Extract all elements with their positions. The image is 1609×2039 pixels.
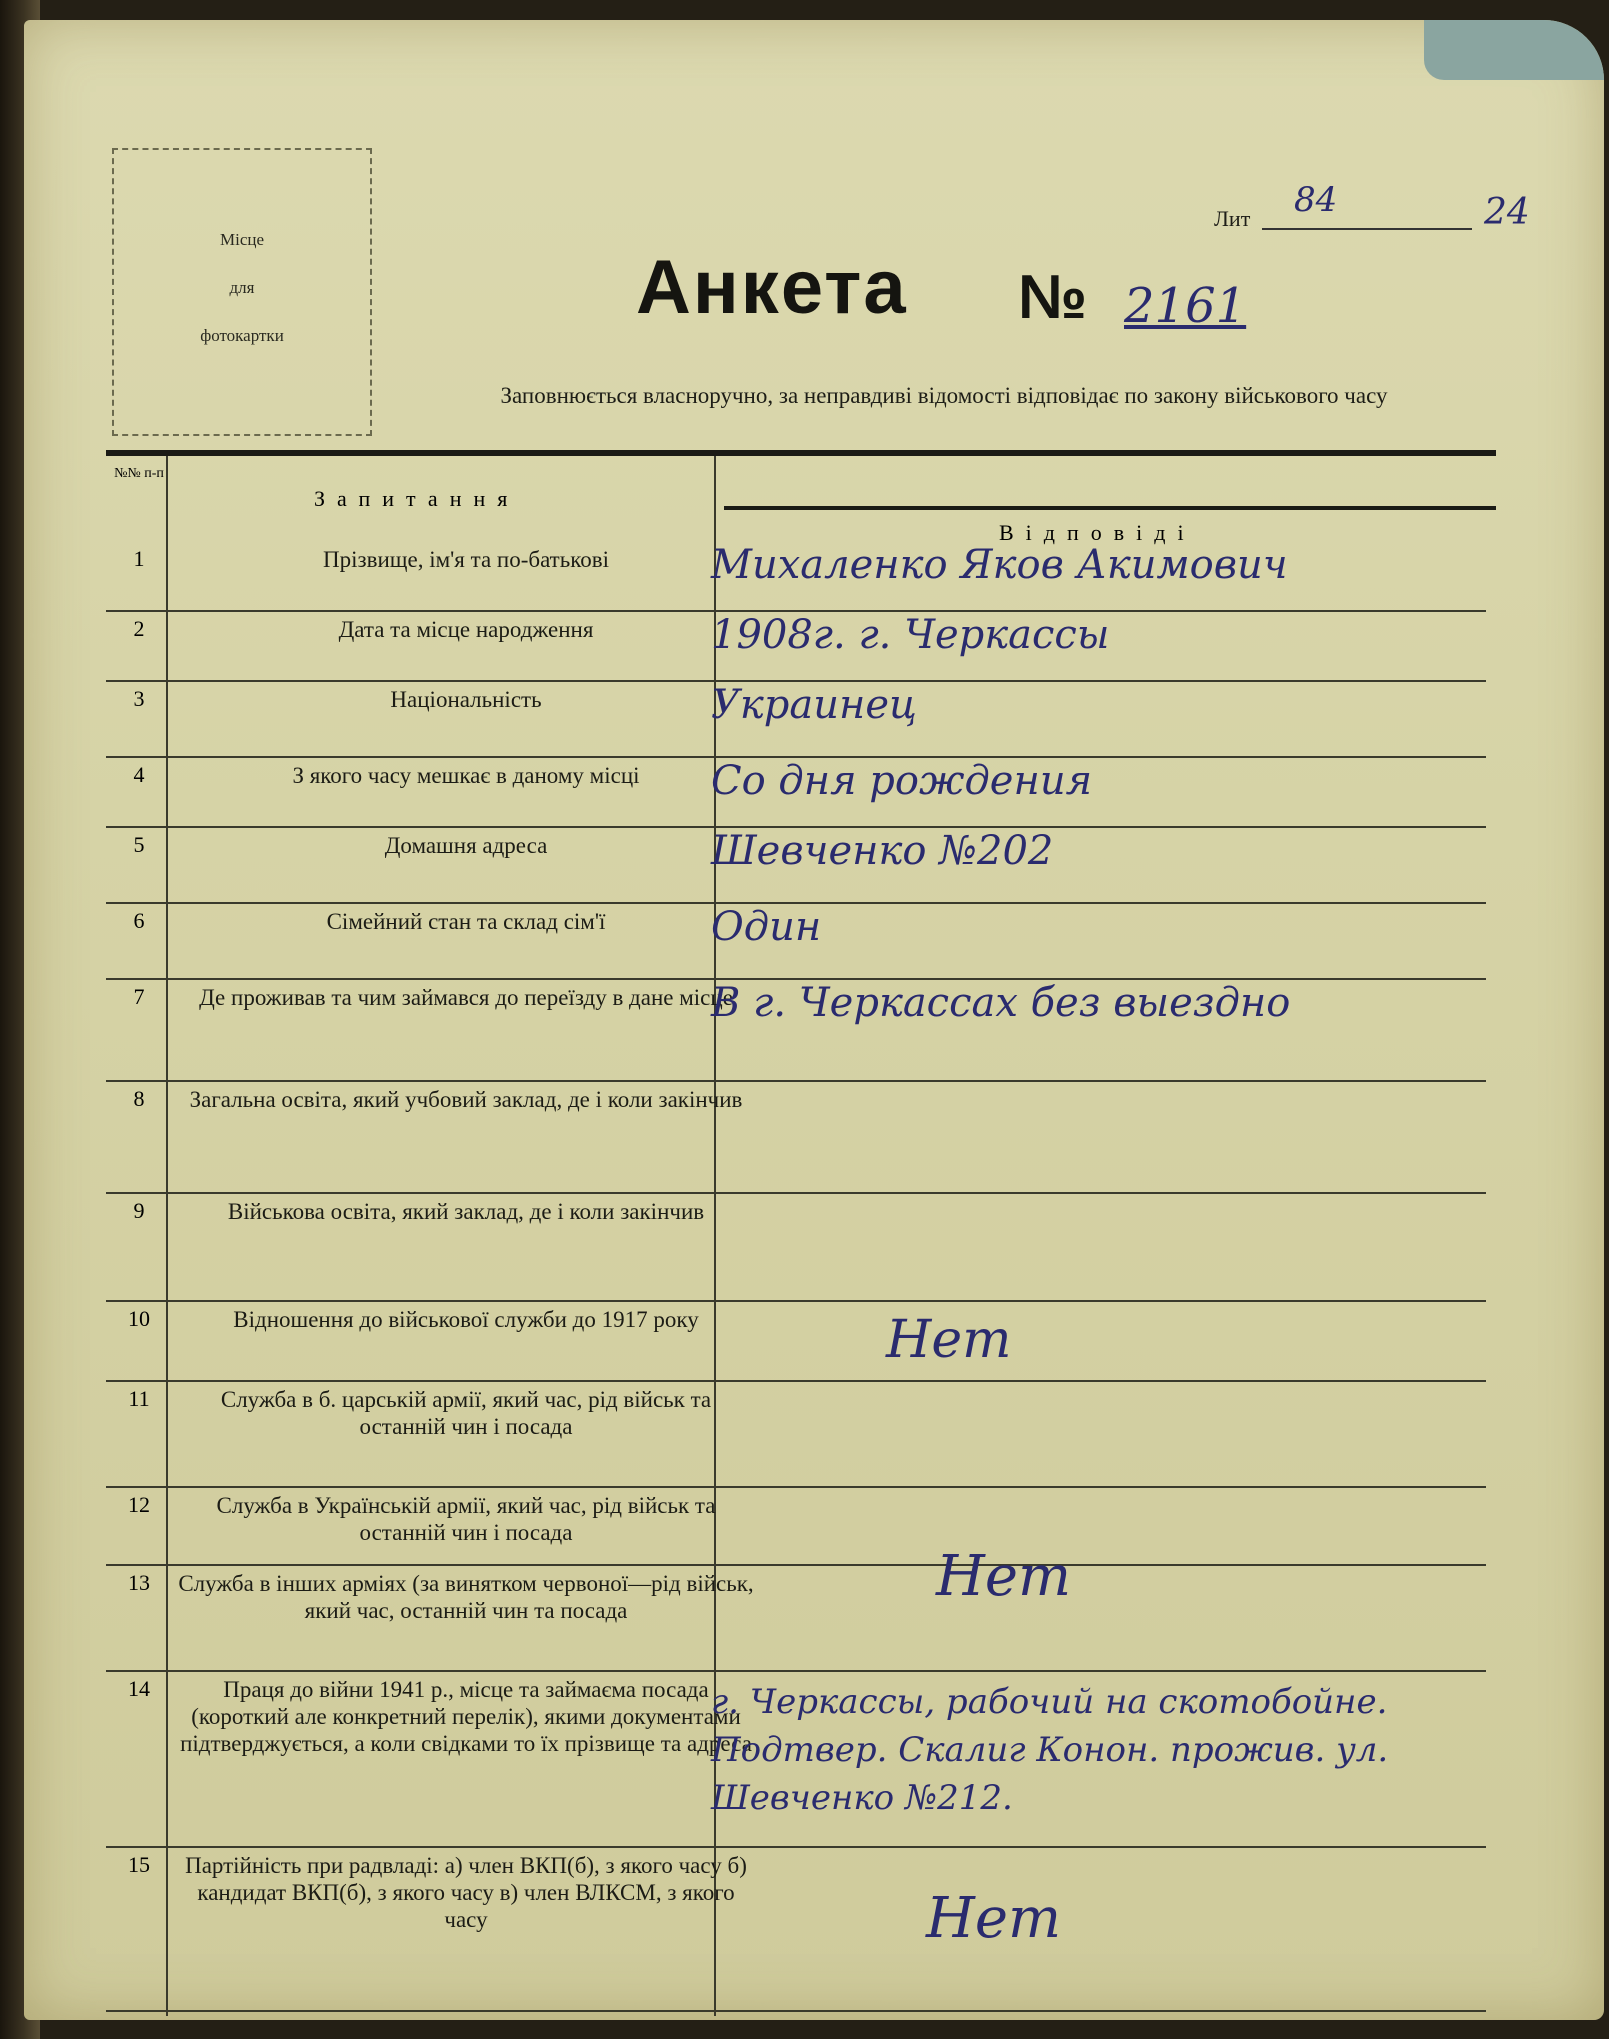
col-num-header: №№ п-п <box>114 466 164 481</box>
answer-rule <box>724 506 1496 510</box>
row-question: Партійність при радвладі: а) член ВКП(б), з якого часу б) кандидат ВКП(б), з якого часу в) член ВЛКСМ, з якого часу <box>185 1853 747 1932</box>
table-row <box>106 1544 1486 1672</box>
row-question: Домашня адреса <box>384 833 548 858</box>
row-answer: Нет <box>886 1310 1012 1370</box>
row-number: 11 <box>128 1386 150 1411</box>
table-row <box>106 1300 1486 1382</box>
row-question: З якого часу мешкає в даному місці <box>292 763 640 788</box>
row-number: 3 <box>133 686 145 711</box>
table-row <box>106 978 1486 1082</box>
row-number: 7 <box>133 984 145 1009</box>
row-question: Дата та місце народження <box>338 617 594 642</box>
row-number: 15 <box>128 1852 150 1877</box>
page-title: Анкета <box>636 245 908 330</box>
row-question: Відношення до військової служби до 1917 року <box>233 1307 699 1332</box>
table-row <box>106 1670 1486 1848</box>
row-number: 12 <box>128 1492 150 1517</box>
row-answer: Украинец <box>711 682 917 728</box>
photo-placeholder <box>112 148 372 436</box>
row-number: 4 <box>133 762 145 787</box>
row-answer: г. Черкассы, рабочий на скотобойне. Подтвер. Скалиг Конон. прожив. ул. Шевченко №212. <box>711 1682 1389 1818</box>
row-question: Праця до війни 1941 р., місце та займаєма посада (короткий але конкретний перелік), якими документами підтверджується, а коли свідками то їх прізвище та адреса <box>180 1677 752 1756</box>
folder-tab <box>1424 20 1604 80</box>
row-number: 13 <box>128 1570 150 1595</box>
row-number: 8 <box>133 1086 145 1111</box>
table-row <box>106 902 1486 980</box>
row-answer: 1908г. г. Черкассы <box>711 612 1110 658</box>
sheet-number-2: 24 <box>1484 192 1530 233</box>
table-row <box>106 1380 1486 1488</box>
table-row <box>106 1486 1486 1566</box>
row-question: Служба в інших арміях (за винятком червоної—рід військ, який час, останній чин та посада <box>178 1571 754 1623</box>
row-number: 2 <box>133 616 145 641</box>
row-question: Прізвище, ім'я та по-батькові <box>323 547 609 572</box>
table-row <box>106 680 1486 758</box>
row-number: 10 <box>128 1306 150 1331</box>
number-label: № <box>1018 263 1088 332</box>
table-row <box>106 1192 1486 1302</box>
photo-label-2: для <box>229 278 255 297</box>
form-number: 2161 <box>1124 278 1247 334</box>
row-answer: Со дня рождения <box>711 758 1093 804</box>
sheet-line <box>1262 228 1472 230</box>
col-question-header: Запитання <box>314 486 520 511</box>
photo-label-3: фотокартки <box>200 326 284 345</box>
row-number: 5 <box>133 832 145 857</box>
table-row <box>106 826 1486 904</box>
sheet-label: Лит <box>1214 206 1251 231</box>
row-number: 9 <box>133 1198 145 1223</box>
row-number: 6 <box>133 908 145 933</box>
row-answer: Шевченко №202 <box>711 828 1054 874</box>
row-answer: Нет <box>936 1544 1072 1609</box>
row-question: Національність <box>390 687 542 712</box>
row-number: 1 <box>133 546 145 571</box>
header-rule <box>106 450 1496 456</box>
row-question: Загальна освіта, який учбовий заклад, де і коли закінчив <box>189 1087 743 1112</box>
table-row <box>106 540 1486 612</box>
row-answer: Нет <box>926 1886 1062 1951</box>
table-row <box>106 1080 1486 1194</box>
row-question: Де проживав та чим займався до переїзду в дане місце <box>199 985 733 1010</box>
sheet-number: 84 <box>1294 180 1338 220</box>
row-question: Служба в б. царській армії, який час, рід військ та останній чин і посада <box>220 1387 712 1439</box>
row-question: Сімейний стан та склад сім'ї <box>326 909 606 934</box>
row-answer: Один <box>711 904 822 950</box>
subtitle: Заповнюється власноручно, за неправдиві відомості відповідає по закону військового часу <box>500 383 1388 408</box>
row-answer: Михаленко Яков Акимович <box>711 542 1288 588</box>
row-answer: В г. Черкассах без выездно <box>711 980 1291 1026</box>
table-row <box>106 756 1486 828</box>
col-answer-header: Відповіді <box>999 520 1196 545</box>
table-row <box>106 1846 1486 2012</box>
row-number: 14 <box>128 1676 150 1701</box>
table-row <box>106 610 1486 682</box>
row-question: Військова освіта, який заклад, де і коли закінчив <box>227 1199 705 1224</box>
questionnaire-page <box>24 20 1604 2020</box>
row-question: Служба в Українській армії, який час, рід військ та останній чин і посада <box>216 1493 716 1545</box>
photo-label-1: Місце <box>219 230 265 249</box>
